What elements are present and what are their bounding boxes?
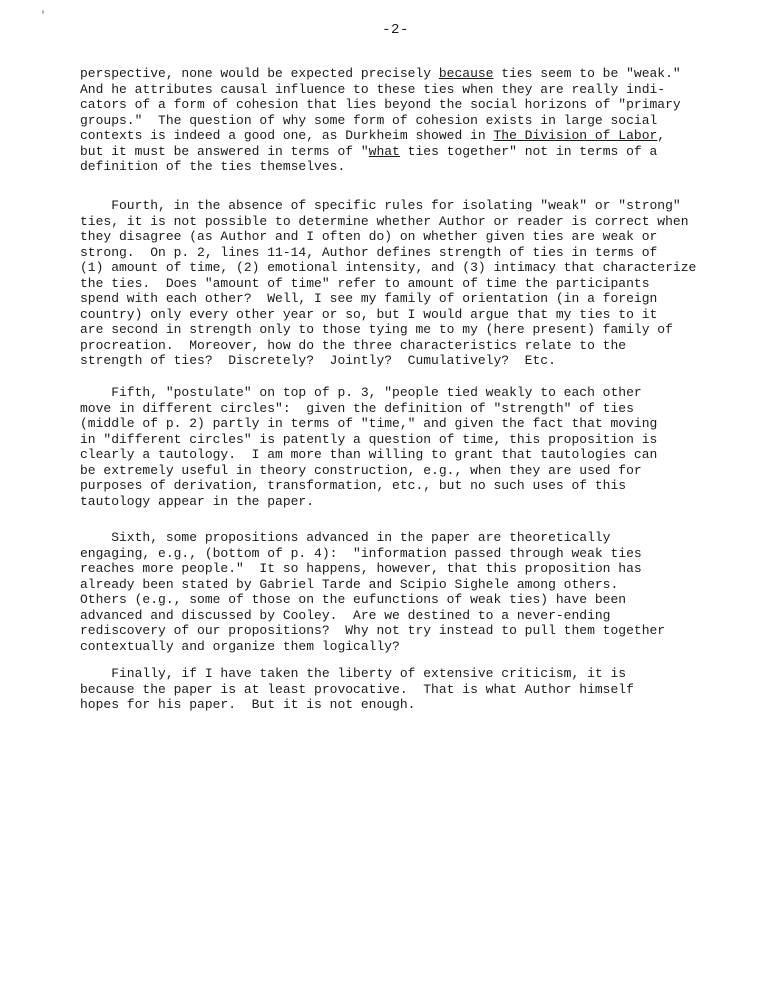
text-line: Sixth, some propositions advanced in the paper are theoretically — [80, 530, 611, 545]
text-line: contextually and organize them logically? — [80, 638, 400, 654]
paragraph — [80, 66, 680, 175]
underlined-text: The Division of Labor — [493, 128, 658, 143]
paragraph — [80, 666, 680, 713]
text-line: advanced and discussed by Cooley. Are we destined to a never-ending — [80, 607, 611, 623]
corner-mark: ' — [40, 11, 47, 22]
text-line: already been stated by Gabriel Tarde and Scipio Sighele among others. — [80, 576, 619, 592]
text-line: Fifth, "postulate" on top of p. 3, "people tied weakly to each other — [80, 385, 642, 400]
text-line: but it must be answered in terms of "what ties together" not in terms of a — [80, 143, 658, 159]
text-line: perspective, none would be expected precisely because ties seem to be "weak." — [80, 66, 681, 81]
text-line: in "different circles" is patently a question of time, this proposition is — [80, 431, 658, 447]
paragraph — [80, 385, 680, 509]
text-line: country) only every other year or so, but I would argue that my ties to it — [80, 306, 658, 322]
text-line: procreation. Moreover, how do the three characteristics relate to the — [80, 337, 627, 353]
text-line: purposes of derivation, transformation, etc., but no such uses of this — [80, 478, 627, 493]
text-line: And he attributes causal influence to these ties when they are really indi- — [80, 81, 666, 97]
text-line: Fourth, in the absence of specific rules for isolating "weak" or "strong" — [80, 198, 681, 213]
page-number: -2- — [382, 22, 409, 38]
text-line: Finally, if I have taken the liberty of extensive criticism, it is — [80, 666, 627, 681]
text-line: reaches more people." It so happens, however, that this proposition has — [80, 561, 642, 576]
text-line: rediscovery of our propositions? Why not try instead to pull them together — [80, 623, 666, 638]
text-line: engaging, e.g., (bottom of p. 4): "information passed through weak ties — [80, 545, 642, 561]
paragraph — [80, 530, 680, 654]
text-line: they disagree (as Author and I often do) on whether given ties are weak or — [80, 229, 658, 244]
text-line: definition of the ties themselves. — [80, 159, 346, 174]
text-line: groups." The question of why some form of cohesion exists in large social — [80, 112, 658, 128]
underlined-text: because — [438, 66, 494, 81]
text-line: spend with each other? Well, I see my family of orientation (in a foreign — [80, 291, 658, 306]
text-line: because the paper is at least provocative. That is what Author himself — [80, 681, 634, 697]
text-line: hopes for his paper. But it is not enough. — [80, 697, 416, 712]
text-line: tautology appear in the paper. — [80, 493, 315, 509]
text-line: are second in strength only to those tying me to my (here present) family of — [80, 322, 673, 337]
text-line: (middle of p. 2) partly in terms of "time," and given the fact that moving — [80, 416, 658, 431]
text-line: strong. On p. 2, lines 11-14, Author defines strength of ties in terms of — [80, 244, 658, 260]
paragraph — [80, 198, 697, 369]
text-line: ties, it is not possible to determine whether Author or reader is correct when — [80, 213, 689, 229]
text-line: contexts is indeed a good one, as Durkheim showed in The Division of Labor, — [80, 128, 666, 143]
text-line: cators of a form of cohesion that lies beyond the social horizons of "primary — [80, 97, 681, 112]
text-line: move in different circles": given the definition of "strength" of ties — [80, 400, 634, 416]
text-line: strength of ties? Discretely? Jointly? Cumulatively? Etc. — [80, 353, 556, 368]
text-line: clearly a tautology. I am more than willing to grant that tautologies can — [80, 447, 658, 462]
text-line: (1) amount of time, (2) emotional intensity, and (3) intimacy that characterize — [80, 260, 697, 275]
underlined-text: what — [368, 143, 400, 159]
text-line: Others (e.g., some of those on the eufunctions of weak ties) have been — [80, 592, 627, 607]
text-line: be extremely useful in theory construction, e.g., when they are used for — [80, 462, 642, 478]
text-line: the ties. Does "amount of time" refer to amount of time the participants — [80, 275, 650, 291]
